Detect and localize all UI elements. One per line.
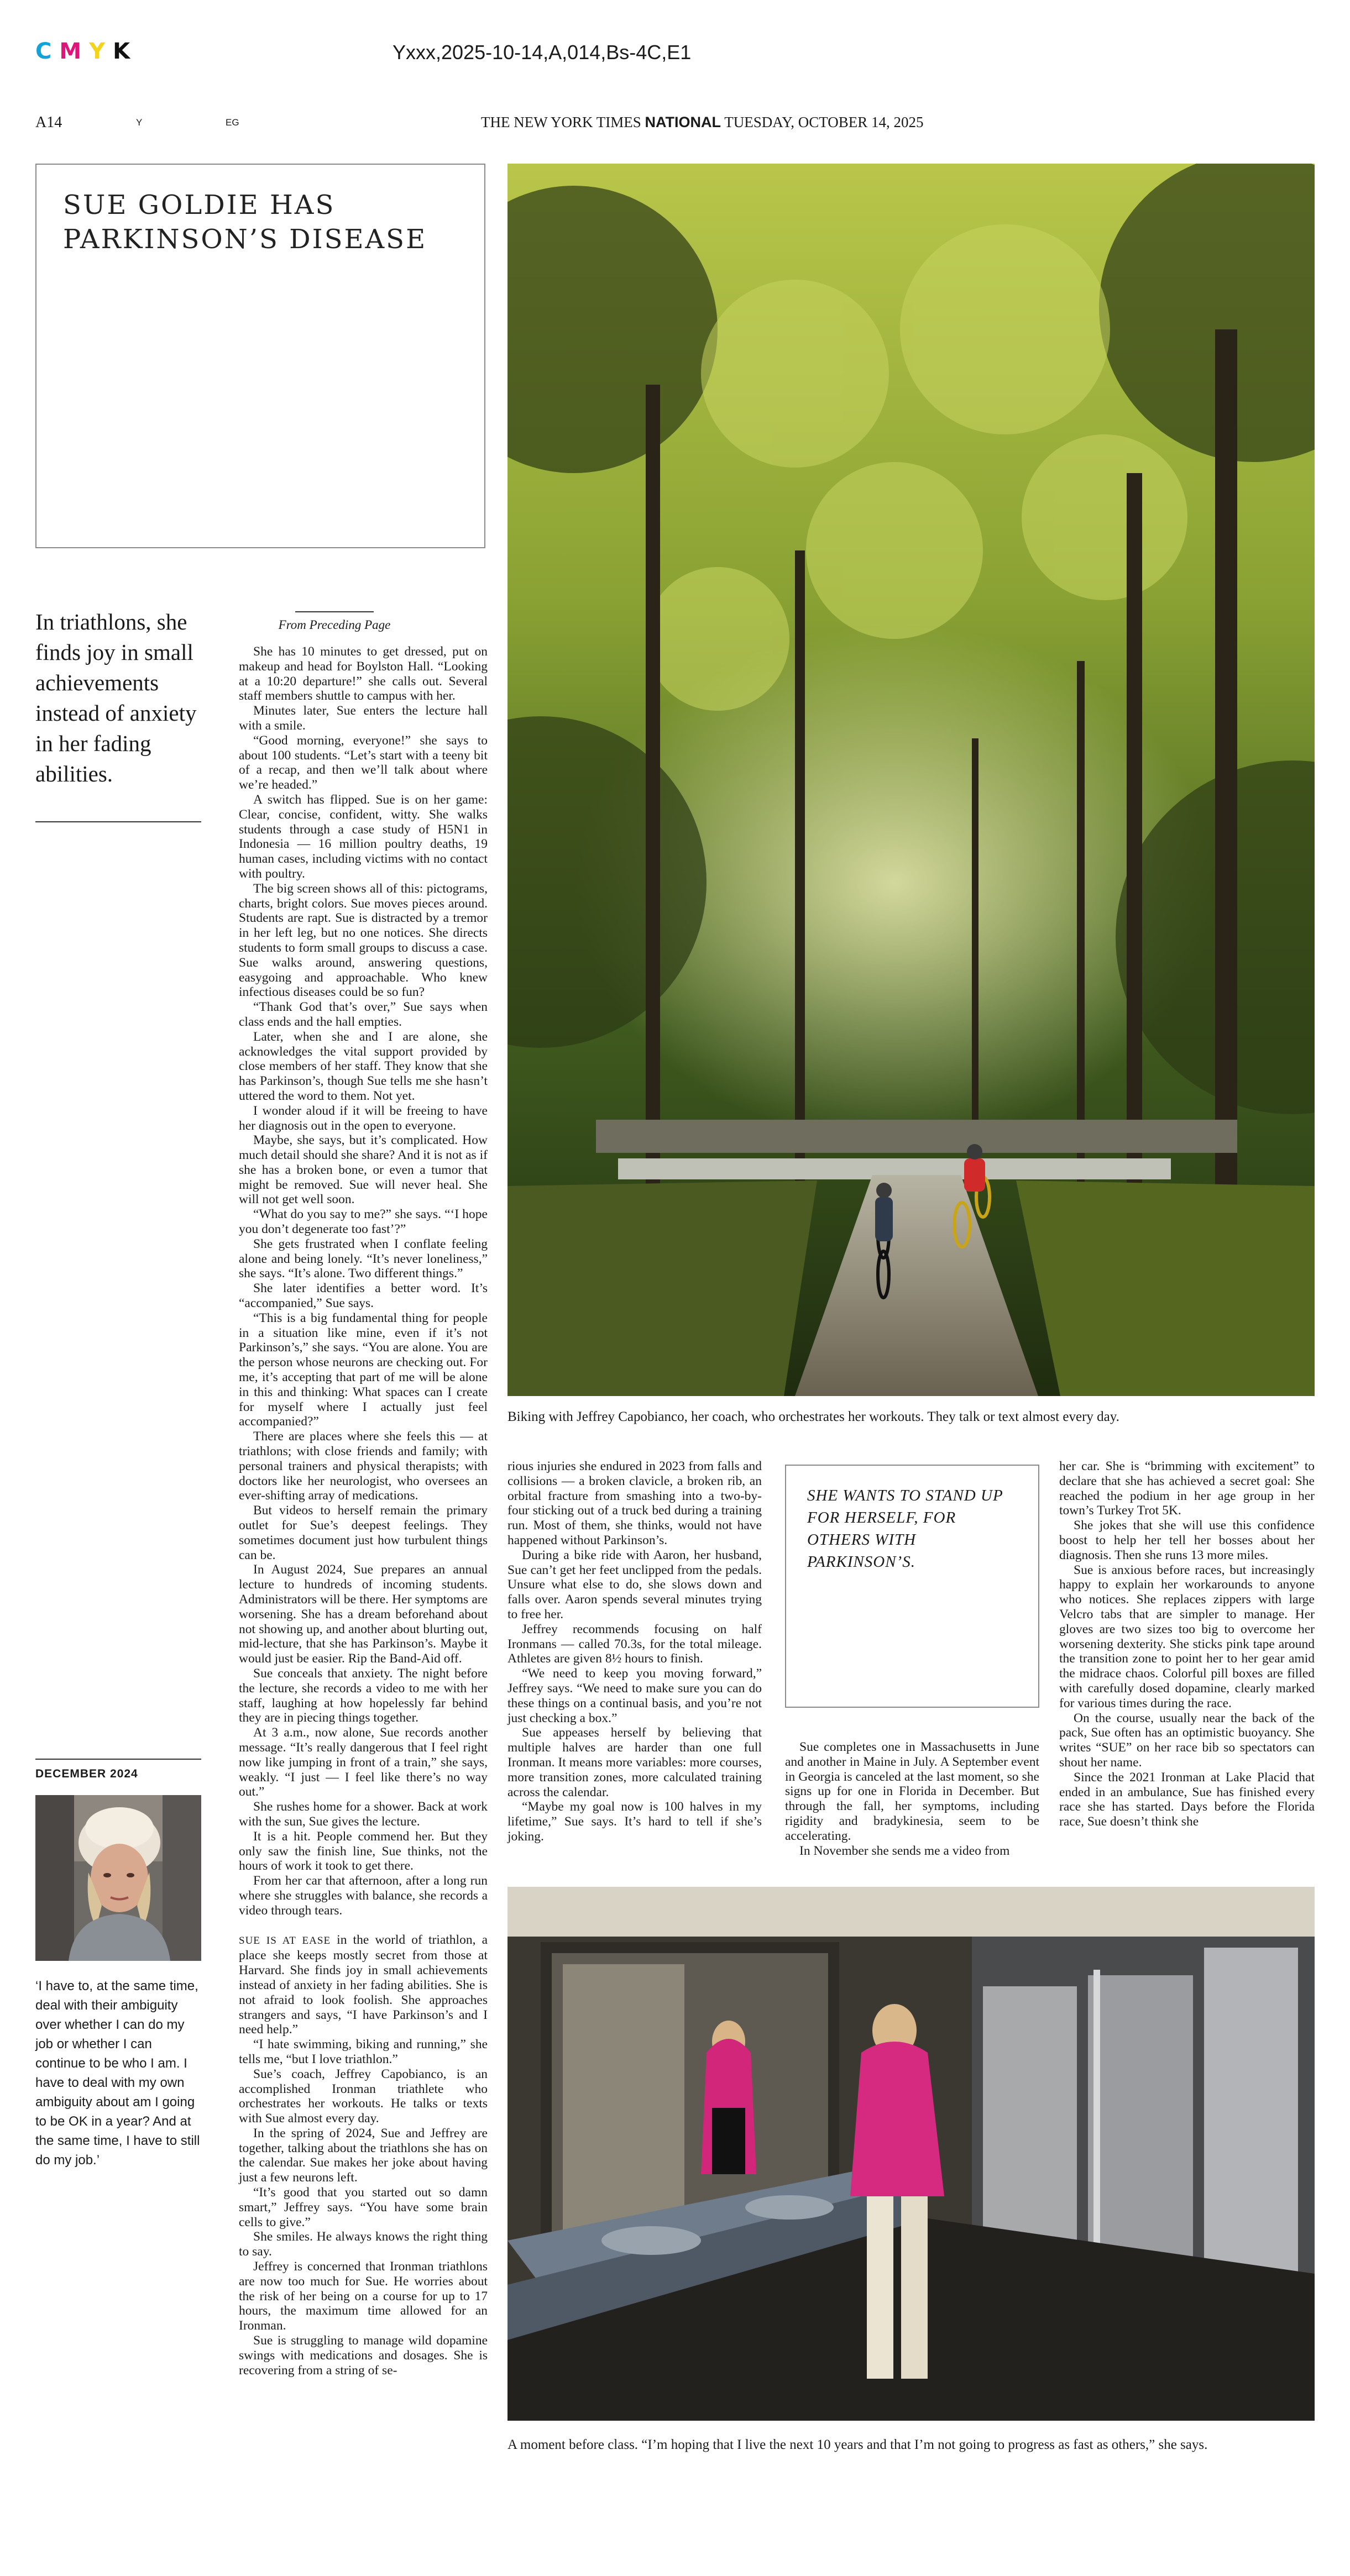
jump-rule [295,611,374,612]
section-name: NATIONAL [645,114,721,130]
paragraph: Sue is struggling to manage wild dopamine swings with medications and dosages. She is recovering from a string of se- [239,2333,488,2378]
video-date-label: DECEMBER 2024 [35,1767,138,1780]
boxed-quote [785,1465,1039,1708]
cmyk-m: M [59,39,90,64]
paragraph: “What do you say to me?” she says. “‘I hope you don’t degenerate too fast’?” [239,1207,488,1237]
paragraph: “Good morning, everyone!” she says to about 100 students. “Let’s start with a teeny bit of a recap, and then we’ll talk about where we’re headed.” [239,733,488,793]
photo-restroom [507,1887,1315,2421]
paragraph: It is a hit. People commend her. But they only saw the finish line, Sue thinks, not the hours of work it took to get there. [239,1829,488,1874]
paragraph: “Thank God that’s over,” Sue says when class ends and the hall empties. [239,1000,488,1029]
paragraph: In the spring of 2024, Sue and Jeffrey are together, talking about the triathlons she has on the calendar. Sue makes her joke about having just a few neurons left. [239,2126,488,2185]
paragraph: She later identifies a better word. It’s “accompanied,” Sue says. [239,1281,488,1311]
plate-mark-y: Y [136,117,143,128]
paragraph: Sue conceals that anxiety. The night before the lecture, she records a video to me with her staff, laughing at how hopelessly far behind they are in piecing things together. [239,1666,488,1725]
paragraph: Maybe, she says, but it’s complicated. How much detail should she share? And it is not as if she has a broken bone, or even a tumor that might be removed. Sue will never heal. She will not get well soon. [239,1133,488,1207]
paragraph: During a bike ride with Aaron, her husband, Sue can’t get her feet unclipped from the pedals. Unsure what else to do, she slows down and falls over. Aaron spends several minutes trying to free her. [507,1547,762,1622]
paragraph: Jeffrey is concerned that Ironman triathlons are now too much for Sue. He worries about the risk of her being on a course for up to 17 hours, the maximum time allowed for an Ironman. [239,2259,488,2333]
boxed-quote-text: SHE WANTS TO STAND UP FOR HERSELF, FOR OTHERS WITH PARKINSON’S. [807,1487,1003,1571]
paragraph: There are places where she feels this — at triathlons; with close friends and family; with personal trainers and physical therapists; with doctors like her neurologist, who oversees an ever-shifting array of medications. [239,1429,488,1503]
paragraph: In November she sends me a video from [799,1843,1010,1858]
paragraph: But videos to herself remain the primary outlet for Sue’s deepest feelings. They sometimes document just how turbulent things can be. [239,1503,488,1562]
paragraph: “This is a big fundamental thing for people in a situation like mine, even if it’s not Parkinson’s,” she says. “You are alone. You are the person whose neurons are checking out. For me, it’s accepting that part of me will be alone in this and thinking: What spaces can I create for myself where I actually just feel accompanied?” [239,1310,488,1429]
video-still [35,1795,201,1961]
section-break-paragraph: SUE IS AT EASE in the world of triathlon, a place she keeps mostly secret from those at Harvard. She finds joy in small achievements instead of anxiety in her fading abilities. She is not afraid to look foolish. She approaches strangers and says, “I have Parkinson’s and I need help.” [239,1932,488,2037]
article-column-1 [239,644,488,2378]
series-title-box [35,164,485,548]
newspaper-name: THE NEW YORK TIMES [481,114,641,130]
print-slug: Yxxx,2025-10-14,A,014,Bs-4C,E1 [393,41,692,64]
paragraph: On the course, usually near the back of the pack, Sue often has an optimistic buoyancy. She writes “SUE” on her race bib so spectators can shout her name. [1059,1711,1315,1770]
video-quote: ‘I have to, at the same time, deal with their ambiguity over whether I can do my job or whether I can continue to be who I am. I have to deal with my own ambiguity about am I going to be OK in a year? And at the same time, I have to still do my job.’ [35,1979,200,2168]
cmyk-y: Y [89,39,113,64]
paragraph: Sue is anxious before races, but increasingly happy to explain her workarounds to anyone who notices. She replaces zippers with large Velcro tabs that are simpler to manage. Her gloves are two sizes too big to overcome her worsening dexterity. She sticks pink tape around the transition zone to point her to her gear amid the midrace chaos. Colorful pill boxes are filled with carefully dosed dopamine, clearly marked for various times during the race. [1059,1562,1315,1711]
article-column-4 [1059,1459,1315,1829]
video-rule [35,1759,201,1760]
cmyk-k: K [113,39,138,64]
paragraph: “I hate swimming, biking and running,” she tells me, “but I love triathlon.” [239,2037,488,2066]
paragraph: The big screen shows all of this: pictograms, charts, bright colors. Sue moves pieces around. Students are rapt. Sue is distracted by a tremor in her left leg, but no one notices. She directs students to form small groups to discuss a case. Sue walks around, answering questions, easygoing and approachable. Who knew infectious diseases could be so fun? [239,881,488,1000]
cmyk-registration [35,39,138,64]
paragraph: From her car that afternoon, after a long run where she struggles with balance, she records a video through tears. [239,1874,488,1918]
cmyk-c: C [35,39,60,64]
article-column-2 [507,1459,762,1844]
pull-quote: In triathlons, she finds joy in small achievements instead of anxiety in her fading abilities. [35,609,197,786]
issue-date: TUESDAY, OCTOBER 14, 2025 [724,114,924,130]
paragraph: her car. She is “brimming with excitement” to declare that she has achieved a secret goal: She reached the podium in her age group in her town’s Turkey Trot 5K. [1059,1459,1315,1518]
paragraph: She smiles. He always knows the right thing to say. [239,2229,488,2259]
paragraph: She rushes home for a shower. Back at work with the sun, Sue gives the lecture. [239,1799,488,1829]
section-lead-in: SUE IS AT EASE [239,1934,331,1947]
paragraph: At 3 a.m., now alone, Sue records another message. “It’s really dangerous that I feel right now like jumping in front of a train,” she says, weakly. “I just — I feel like there’s no way out.” [239,1725,488,1799]
paragraph: Minutes later, Sue enters the lecture hall with a smile. [239,704,488,733]
paragraph: A switch has flipped. Sue is on her game: Clear, concise, confident, witty. She walks students through a case study of H5N1 in Indonesia — 16 million poultry deaths, 19 human cases, including victims with no contact with poultry. [239,792,488,881]
paragraph: She jokes that she will use this confidence boost to help her tell her bosses about her diagnosis. Then she runs 13 more miles. [1059,1518,1315,1562]
pull-quote-rule [35,821,201,822]
series-title: SUE GOLDIE HAS PARKINSON’S DISEASE [63,190,427,255]
paragraph: Later, when she and I are alone, she acknowledges the vital support provided by close members of her staff. They know that she has Parkinson’s, though Sue tells me she hasn’t uttered the word to them. Not yet. [239,1029,488,1103]
paragraph: Sue’s coach, Jeffrey Capobianco, is an accomplished Ironman triathlete who orchestrates her workouts. He talks or texts with Sue almost every day. [239,2066,488,2126]
paragraph: I wonder aloud if it will be freeing to have her diagnosis out in the open to everyone. [239,1103,488,1133]
page-number: A14 [35,114,62,131]
paragraph: Jeffrey recommends focusing on half Ironmans — called 70.3s, for the total mileage. Athletes are given 8½ hours to finish. [507,1622,762,1666]
jump-line: From Preceding Page [278,618,391,632]
paragraph: She has 10 minutes to get dressed, put on makeup and head for Boylston Hall. “Looking at a 10:20 departure!” she calls out. Several staff members shuttle to campus with her. [239,644,488,704]
article-column-3 [785,1740,1039,1858]
paragraph: Since the 2021 Ironman at Lake Placid that ended in an ambulance, Sue has finished every race she has started. Days before the Florida race, Sue doesn’t think she [1059,1770,1315,1829]
photo-biking [507,164,1315,1396]
paragraph: Sue appeases herself by believing that multiple halves are harder than one full Ironman. It means more variables: more courses, more transition zones, more calculated training across the calendar. [507,1725,762,1799]
paragraph: “Maybe my goal now is 100 halves in my lifetime,” Sue says. It’s hard to tell if she’s joking. [507,1799,762,1844]
folio-line [481,114,924,131]
paragraph: “We need to keep you moving forward,” Jeffrey says. “We need to make sure you can do these things on a continual basis, and you’re not just checking a box.” [507,1666,762,1725]
photo-caption-bottom: A moment before class. “I’m hoping that I live the next 10 years and that I’m not going to progress as fast as others,” she says. [507,2437,1208,2452]
plate-mark-eg: EG [226,117,239,128]
paragraph: In August 2024, Sue prepares an annual lecture to hundreds of incoming students. Administrators will be there. Her symptoms are worsening. She has a dream beforehand about not showing up, and another about blurting out, mid-lecture, that she has Parkinson’s. Maybe it would just be easier. Rip the Band-Aid off. [239,1562,488,1666]
paragraph: Sue completes one in Massachusetts in June and another in Maine in July. A September event in Georgia is canceled at the last moment, so she signs up for one in Florida in December. But through the fall, her symptoms, including rigidity and bradykinesia, seem to be accelerating. [785,1740,1039,1843]
paragraph: She gets frustrated when I conflate feeling alone and being lonely. “It’s never loneliness,” she says. “It’s alone. Two different things.” [239,1236,488,1281]
paragraph: “It’s good that you started out so damn smart,” Jeffrey says. “You have some brain cells to give.” [239,2185,488,2229]
paragraph: rious injuries she endured in 2023 from falls and collisions — a broken clavicle, a broken rib, an orbital fracture from smashing into a two-by-four sticking out of a truck bed during a training run. Most of them, she thinks, would not have happened without Parkinson’s. [507,1459,762,1547]
photo-caption-top: Biking with Jeffrey Capobianco, her coach, who orchestrates her workouts. They talk or text almost every day. [507,1409,1119,1424]
